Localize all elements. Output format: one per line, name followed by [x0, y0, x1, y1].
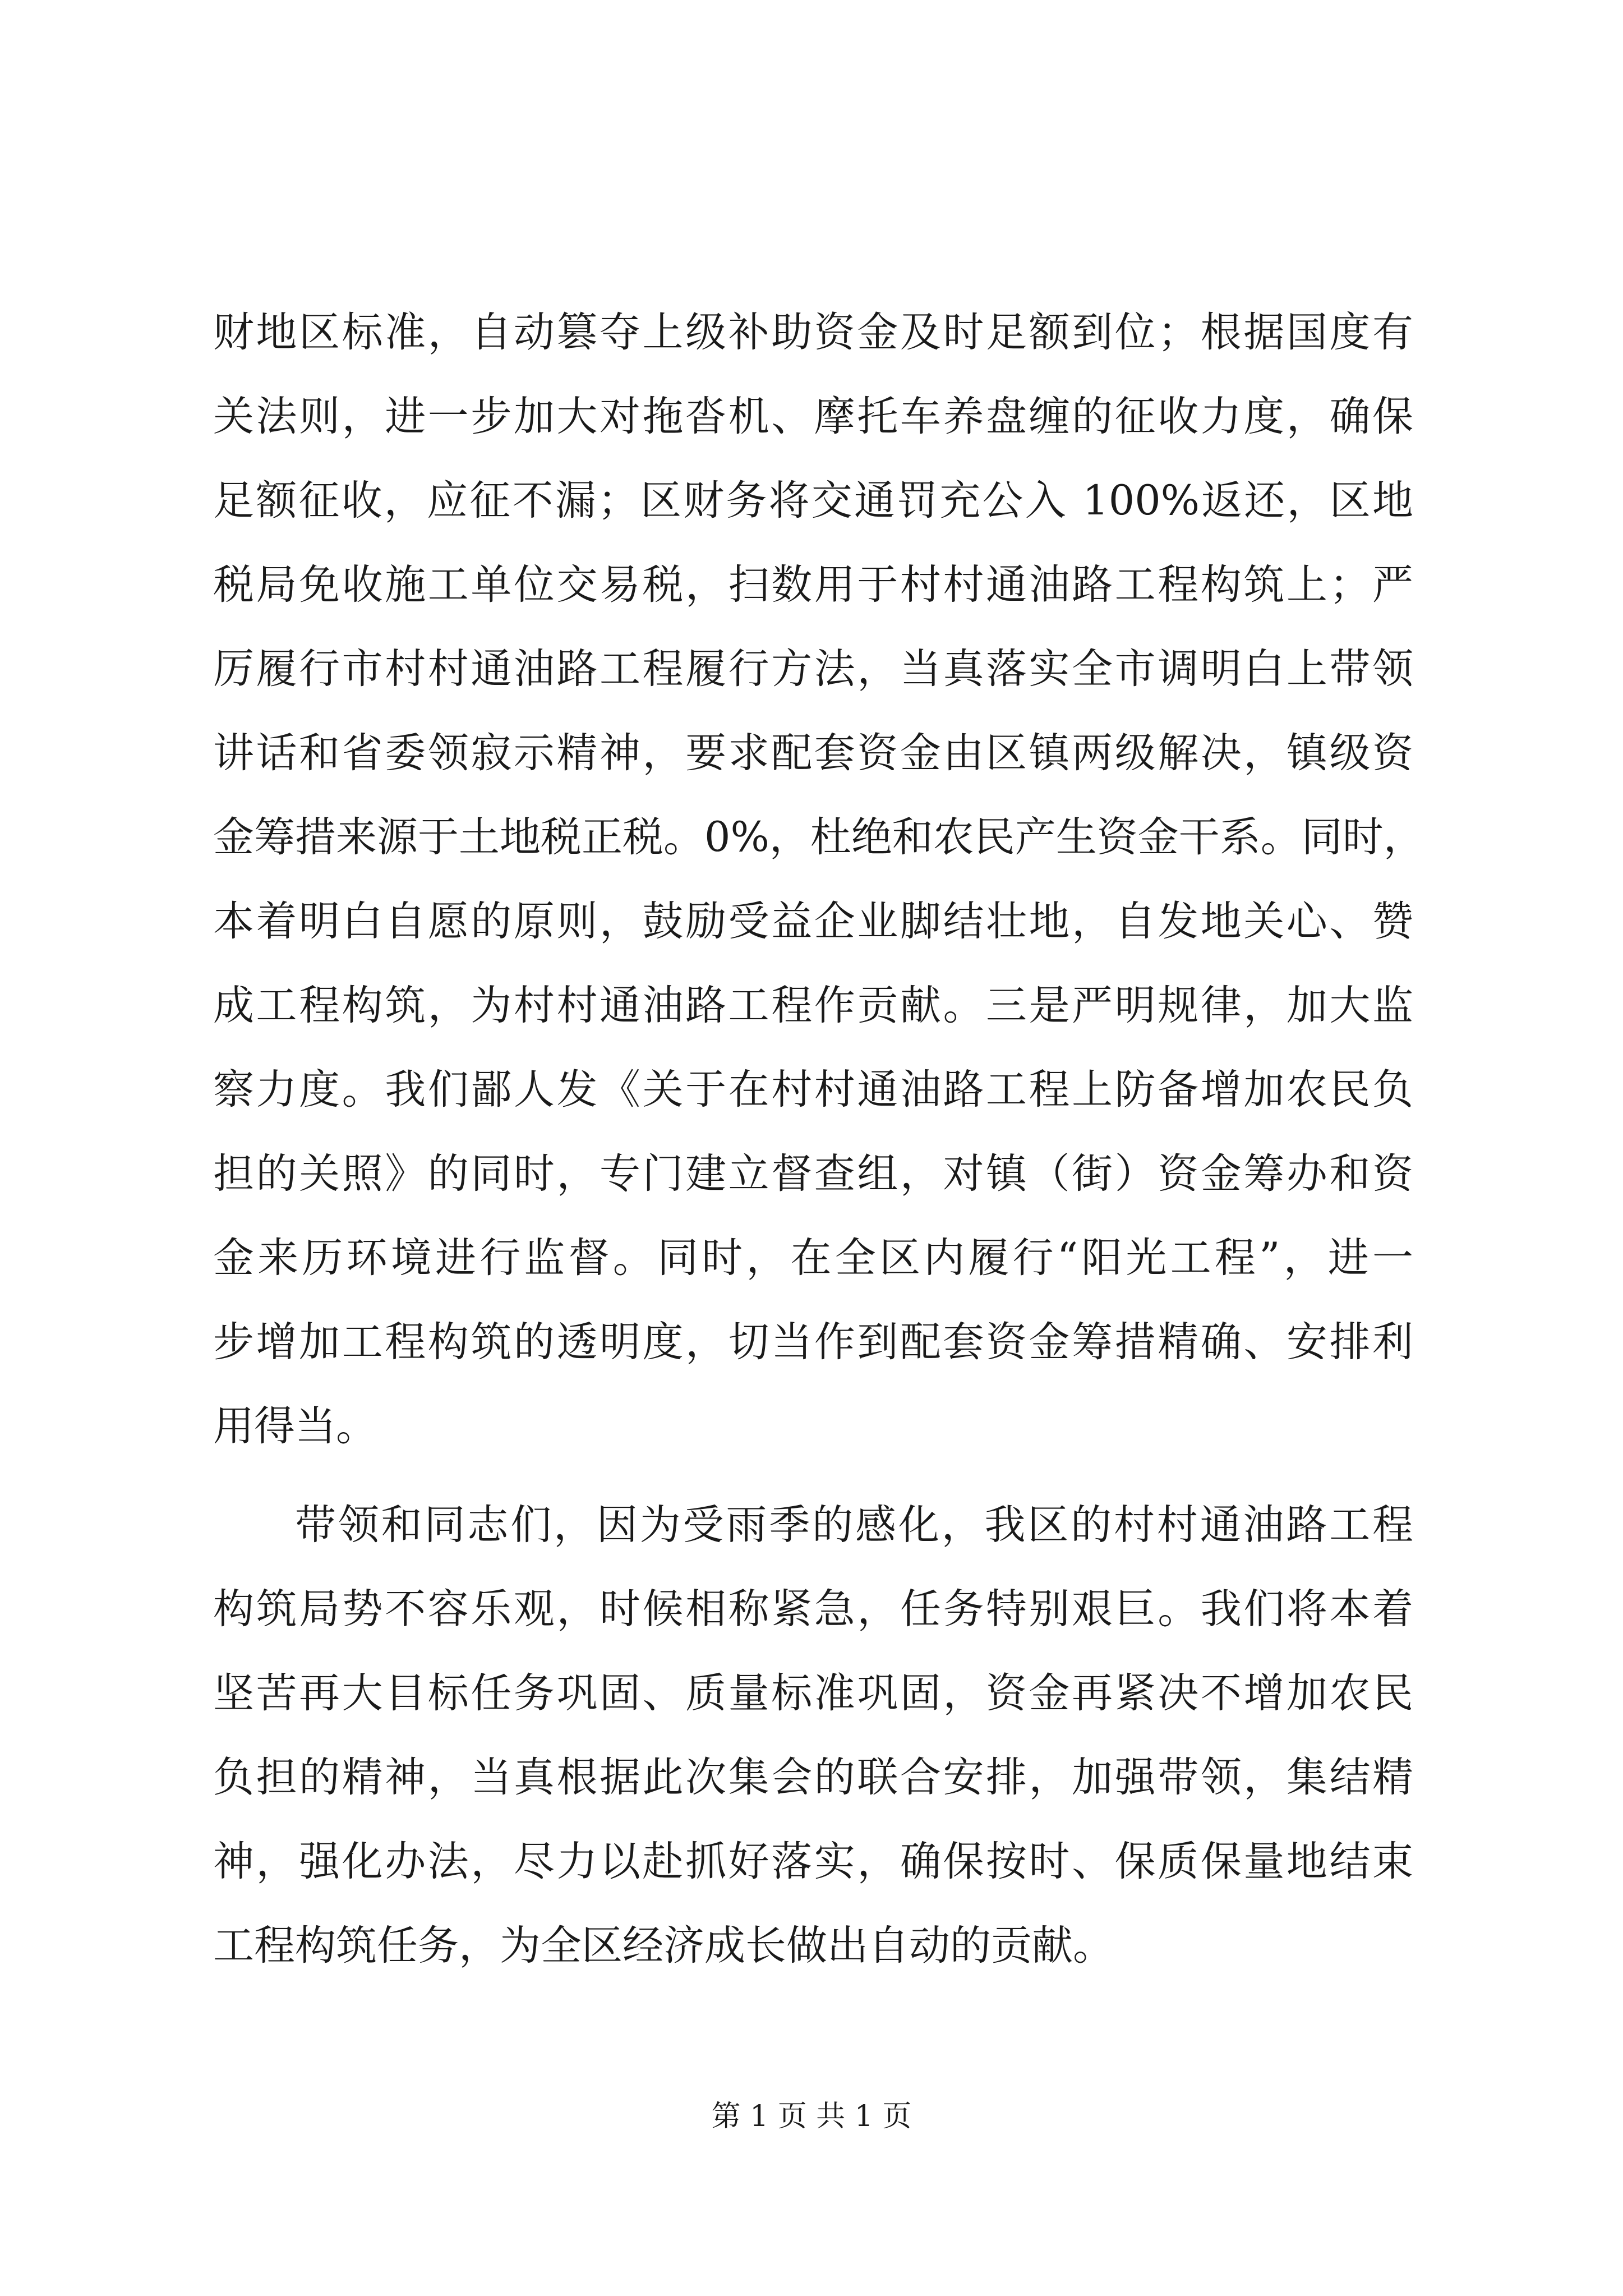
text-line: 足额征收，应征不漏；区财务将交通罚充公入 100%返还，区地	[213, 477, 1413, 524]
text-line: 讲话和省委领寂示精神，要求配套资金由区镇两级解决，镇级资	[213, 729, 1413, 777]
text-line: 坚苦再大目标任务巩固、质量标准巩固，资金再紧决不增加农民	[213, 1669, 1413, 1717]
paragraph-1	[213, 291, 1424, 1469]
paragraph-2	[213, 1483, 1413, 1988]
page-number: 第 1 页 共 1 页	[711, 2100, 912, 2133]
text-line: 本着明白自愿的原则，鼓励受益企业脚结壮地，自发地关心、赞	[213, 898, 1413, 945]
text-line: 步增加工程构筑的透明度，切当作到配套资金筹措精确、安排利	[213, 1318, 1413, 1366]
text-line: 构筑局势不容乐观，时候相称紧急，任务特别艰巨。我们将本着	[213, 1585, 1413, 1633]
text-line: 金筹措来源于土地税正税。0%，杜绝和农民产生资金干系。同时，	[213, 813, 1424, 861]
paragraph-spacer	[213, 1469, 1413, 1483]
text-line: 关法则，进一步加大对拖沓机、摩托车养盘缠的征收力度，确保	[213, 393, 1413, 440]
text-line: 担的关照》的同时，专门建立督查组，对镇（街）资金筹办和资	[213, 1150, 1413, 1198]
page-footer	[0, 2097, 1623, 2136]
text-line: 厉履行市村村通油路工程履行方法，当真落实全市调明白上带领	[213, 645, 1413, 693]
text-line: 用得当。	[213, 1402, 377, 1450]
text-line: 税局免收施工单位交易税，扫数用于村村通油路工程构筑上；严	[213, 561, 1413, 609]
document-body	[213, 291, 1424, 1988]
text-line: 财地区标准，自动篡夺上级补助资金及时足额到位；根据国度有	[213, 309, 1413, 356]
text-line: 神，强化办法，尽力以赴抓好落实，确保按时、保质保量地结束	[213, 1838, 1413, 1885]
text-line: 带领和同志们，因为受雨季的感化，我区的村村通油路工程	[295, 1501, 1413, 1549]
text-line: 工程构筑任务，为全区经济成长做出自动的贡献。	[213, 1922, 1114, 1970]
text-line: 金来历环境进行监督。同时，在全区内履行“阳光工程”，进一	[213, 1234, 1413, 1282]
text-line: 负担的精神，当真根据此次集会的联合安排，加强带领，集结精	[213, 1754, 1413, 1801]
text-line: 成工程构筑，为村村通油路工程作贡献。三是严明规律，加大监	[213, 982, 1413, 1029]
text-line: 察力度。我们鄙人发《关于在村村通油路工程上防备增加农民负	[213, 1066, 1413, 1114]
